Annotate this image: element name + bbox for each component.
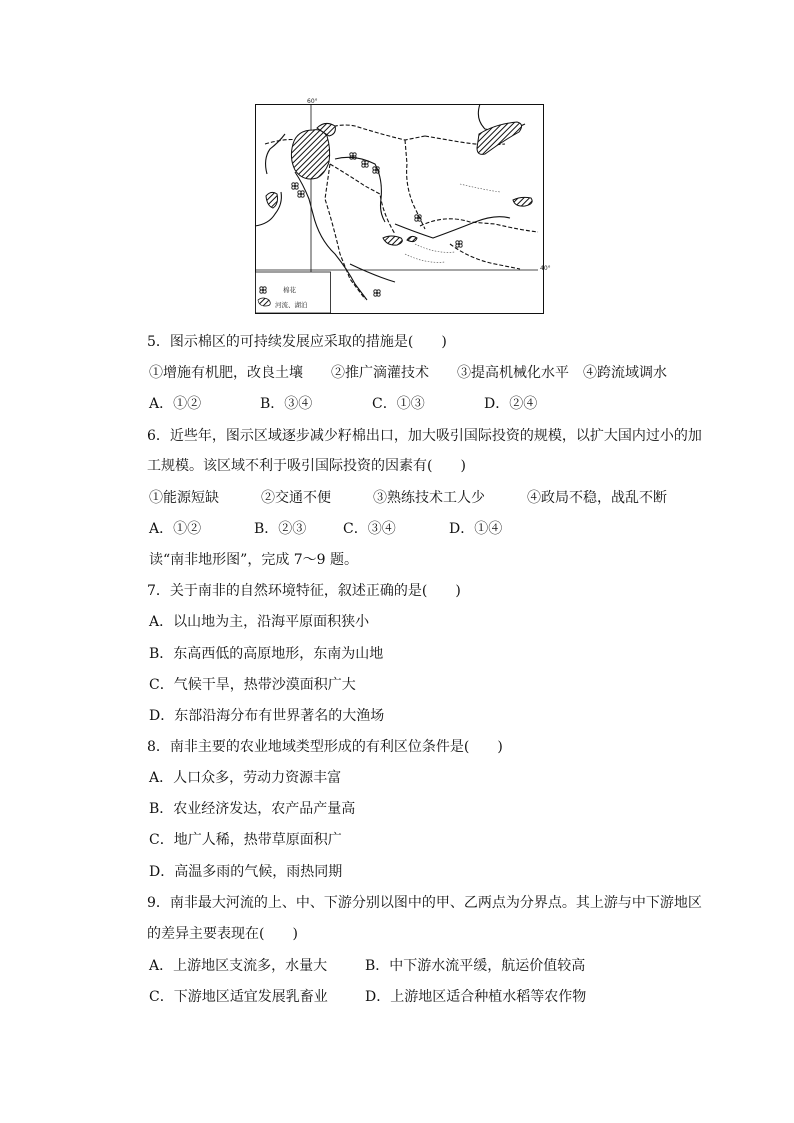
q7-option-d: D．东部沿海分布有世界著名的大渔场 (149, 708, 385, 724)
q8-option-a: A．人口众多，劳动力资源丰富 (149, 770, 342, 786)
q5-option-d: D．②④ (484, 396, 538, 412)
lake-issyk-kul (513, 197, 532, 206)
q6-stem-line1: 6．近些年，图示区域逐步减少籽棉出口，加大吸引国际投资的规模，以扩大国内过小的加 (147, 428, 702, 444)
q5-option-b: B．③④ (260, 396, 313, 412)
q5-option-a: A．①② (149, 396, 202, 412)
q6-option-d: D．①④ (449, 521, 503, 537)
q7-stem: 7．关于南非的自然环境特征，叙述正确的是( ) (147, 583, 461, 599)
map-svg (255, 98, 551, 314)
q5-options (0, 394, 794, 414)
q6-items: ①能源短缺 ②交通不便 ③熟练技术工人少 ④政局不稳，战乱不断 (149, 490, 667, 506)
central-asia-cotton-map (255, 98, 551, 314)
q6-option-a: A．①② (149, 521, 202, 537)
q6-option-b: B．②③ (254, 521, 307, 537)
q8-stem: 8．南非主要的农业地域类型形成的有利区位条件是( ) (147, 739, 503, 755)
q5-stem: 5．图示棉区的可持续发展应采取的措施是( ) (147, 334, 447, 350)
q7-option-c: C．气候干旱，热带沙漠面积广大 (149, 677, 356, 693)
q7-option-a: A．以山地为主，沿海平原面积狭小 (149, 614, 370, 630)
q9-stem-line2: 的差异主要表现在( ) (147, 926, 298, 942)
q9-option-a: A．上游地区支流多，水量大 (149, 958, 328, 974)
q9-options-row2 (0, 987, 794, 1007)
lat-label: 40° (540, 265, 551, 272)
q8-option-c: C．地广人稀，热带草原面积广 (149, 832, 342, 848)
q6-option-c: C．③④ (343, 521, 396, 537)
map-legend (256, 272, 331, 313)
q9-option-c: C．下游地区适宜发展乳畜业 (149, 989, 328, 1005)
q5-option-c: C．①③ (372, 396, 425, 412)
q8-option-b: B．农业经济发达，农产品产量高 (149, 801, 356, 817)
lon-label: 60° (307, 98, 318, 105)
legend-cotton-label: 棉花 (283, 286, 296, 294)
q9-option-d: D．上游地区适合种植水稻等农作物 (365, 989, 587, 1005)
section-intro: 读“南非地形图”，完成 7～9 题。 (149, 552, 359, 568)
q9-option-b: B．中下游水流平缓，航运价值较高 (365, 958, 586, 974)
q7-option-b: B．东高西低的高原地形，东南为山地 (149, 646, 384, 662)
q5-items: ①增施有机肥，改良土壤 ②推广滴灌技术 ③提高机械化水平 ④跨流域调水 (149, 365, 667, 381)
q9-options-row1 (0, 956, 794, 976)
q8-option-d: D．高温多雨的气候，雨热同期 (149, 864, 343, 880)
q6-options (0, 519, 794, 539)
q9-stem-line1: 9．南非最大河流的上、中、下游分别以图中的甲、乙两点为分界点。其上游与中下游地区 (147, 895, 702, 911)
legend-water-label: 河流、湖泊 (275, 301, 308, 309)
q6-stem-line2: 工规模。该区域不利于吸引国际投资的因素有( ) (147, 458, 466, 474)
aral-sea (291, 130, 329, 179)
